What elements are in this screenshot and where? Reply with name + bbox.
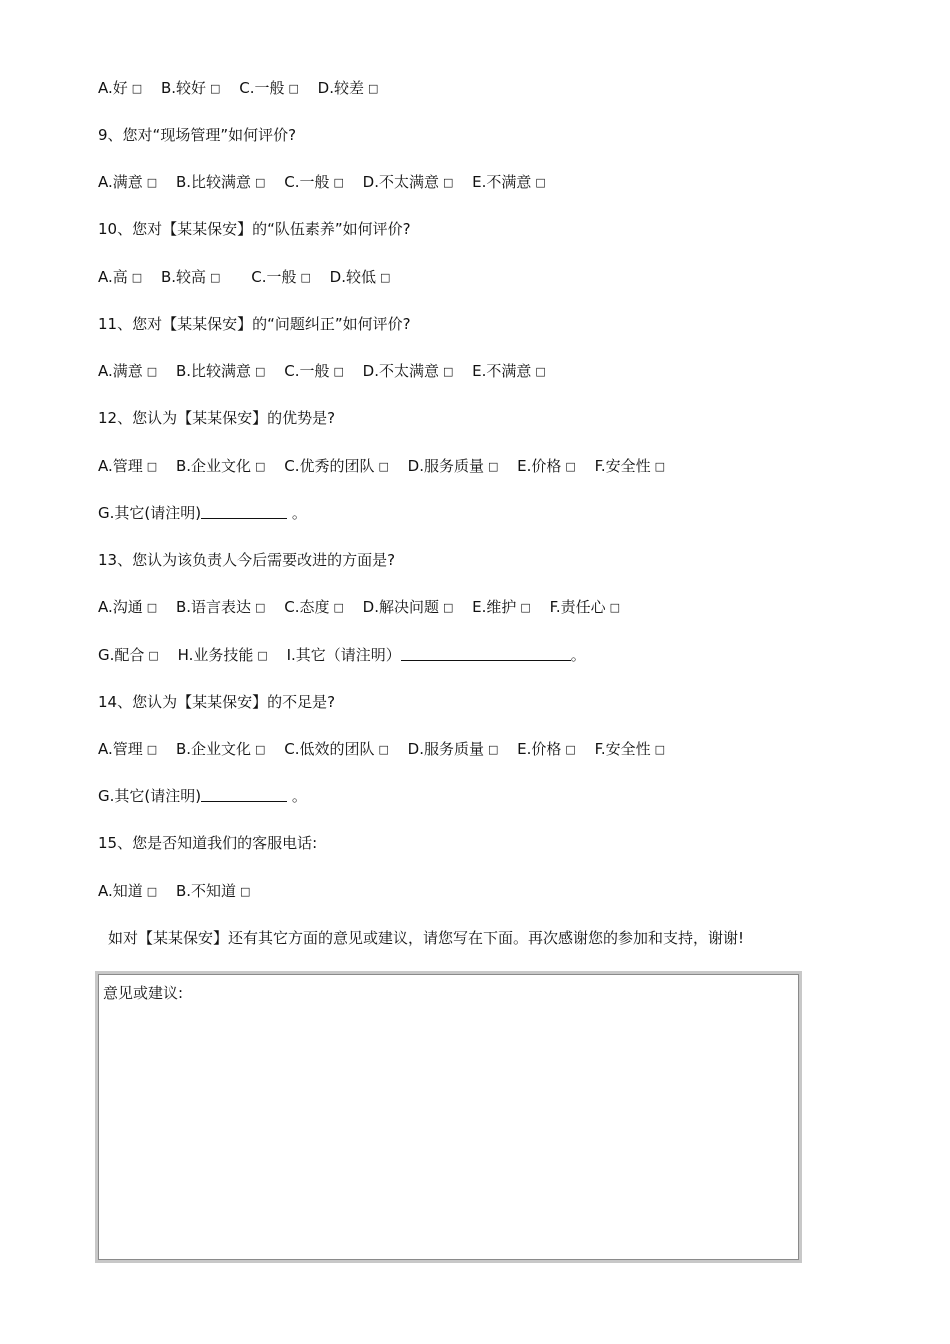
q15-option-a[interactable]: A.知道 □ [98, 882, 158, 900]
q12-other-label: G.其它(请注明) [98, 504, 202, 522]
q10-options [98, 265, 404, 289]
q14-option-e[interactable]: E.价格 □ [517, 740, 576, 758]
checkbox-icon[interactable]: □ [442, 365, 454, 378]
q14-option-a[interactable]: A.管理 □ [98, 740, 158, 758]
checkbox-icon[interactable]: □ [210, 82, 221, 95]
checkbox-icon[interactable]: □ [378, 743, 389, 756]
q13-options-2: G.配合 □ H.业务技能 □ I.其它（请注明） 。 [98, 643, 586, 667]
checkbox-icon[interactable]: □ [255, 743, 266, 756]
q11-options [98, 359, 560, 383]
checkbox-icon[interactable]: □ [146, 885, 158, 898]
checkbox-icon[interactable]: □ [255, 176, 266, 189]
q13-option-g[interactable]: G.配合 □ [98, 646, 159, 664]
checkbox-icon[interactable]: □ [487, 743, 499, 756]
q14-other: G.其它(请注明) 。 [98, 787, 307, 805]
q15-question: 15、您是否知道我们的客服电话: [98, 834, 318, 852]
checkbox-icon[interactable]: □ [300, 271, 311, 284]
q12-other: G.其它(请注明) 。 [98, 504, 307, 522]
q9-options [98, 170, 560, 194]
q13-option-e[interactable]: E.维护 □ [472, 598, 531, 616]
checkbox-icon[interactable]: □ [654, 460, 666, 473]
q11-option-b[interactable]: B.比较满意 □ [175, 362, 266, 380]
checkbox-icon[interactable]: □ [255, 601, 266, 614]
checkbox-icon[interactable]: □ [565, 743, 576, 756]
checkbox-icon[interactable]: □ [148, 649, 159, 662]
q13-option-b[interactable]: B.语言表达 □ [175, 598, 266, 616]
checkbox-icon[interactable]: □ [255, 460, 266, 473]
checkbox-icon[interactable]: □ [146, 460, 158, 473]
q15-option-b[interactable]: B.不知道 □ [175, 882, 251, 900]
q13-question: 13、您认为该负责人今后需要改进的方面是? [98, 551, 396, 569]
checkbox-icon[interactable]: □ [288, 82, 299, 95]
q12-option-e[interactable]: E.价格 □ [517, 457, 576, 475]
checkbox-icon[interactable]: □ [333, 176, 344, 189]
checkbox-icon[interactable]: □ [257, 649, 268, 662]
q13-option-a[interactable]: A.沟通 □ [98, 598, 158, 616]
q9-option-e[interactable]: E.不满意 □ [472, 173, 546, 191]
checkbox-icon[interactable]: □ [131, 271, 143, 284]
q12-option-f[interactable]: F.安全性 □ [594, 457, 666, 475]
q12-options [98, 454, 679, 478]
checkbox-icon[interactable]: □ [442, 176, 454, 189]
q10-option-d[interactable]: D.较低 □ [329, 268, 391, 286]
q9-option-c[interactable]: C.一般 □ [284, 173, 344, 191]
checkbox-icon[interactable]: □ [654, 743, 666, 756]
checkbox-icon[interactable]: □ [378, 460, 389, 473]
checkbox-icon[interactable]: □ [535, 176, 546, 189]
q14-option-c[interactable]: C.低效的团队 □ [284, 740, 389, 758]
checkbox-icon[interactable]: □ [487, 460, 499, 473]
checkbox-icon[interactable]: □ [333, 365, 344, 378]
closing-note: 如对【某某保安】还有其它方面的意见或建议，请您写在下面。再次感谢您的参加和支持，谢谢! [108, 929, 745, 947]
q11-option-e[interactable]: E.不满意 □ [472, 362, 546, 380]
checkbox-icon[interactable]: □ [609, 601, 621, 614]
q12-other-blank[interactable] [201, 504, 287, 519]
q11-option-d[interactable]: D.不太满意 □ [362, 362, 454, 380]
q12-option-d[interactable]: D.服务质量 □ [407, 457, 499, 475]
q12-option-a[interactable]: A.管理 □ [98, 457, 158, 475]
q13-option-f[interactable]: F.责任心 □ [549, 598, 621, 616]
q10-option-b[interactable]: B.较高 □ [160, 268, 221, 286]
checkbox-icon[interactable]: □ [255, 365, 266, 378]
checkbox-icon[interactable]: □ [210, 271, 221, 284]
q13-other-blank[interactable] [401, 646, 571, 661]
checkbox-icon[interactable]: □ [442, 601, 454, 614]
q11-option-a[interactable]: A.满意 □ [98, 362, 158, 380]
checkbox-icon[interactable]: □ [146, 601, 158, 614]
q10-option-c[interactable]: C.一般 □ [251, 268, 311, 286]
checkbox-icon[interactable]: □ [146, 176, 158, 189]
q11-option-c[interactable]: C.一般 □ [284, 362, 344, 380]
checkbox-icon[interactable]: □ [535, 365, 546, 378]
q14-option-d[interactable]: D.服务质量 □ [407, 740, 499, 758]
opinion-label: 意见或建议: [103, 984, 184, 1002]
q9-option-d[interactable]: D.不太满意 □ [362, 173, 454, 191]
q12-option-b[interactable]: B.企业文化 □ [175, 457, 266, 475]
q13-options [98, 595, 634, 619]
opinion-box-inner[interactable] [98, 974, 799, 1260]
opinion-box[interactable] [95, 971, 802, 1263]
q9-option-b[interactable]: B.比较满意 □ [175, 173, 266, 191]
q10-question: 10、您对【某某保安】的“队伍素养”如何评价? [98, 220, 411, 238]
q8-option-d[interactable]: D.较差 □ [317, 79, 379, 97]
checkbox-icon[interactable]: □ [131, 82, 143, 95]
q9-question: 9、您对“现场管理”如何评价? [98, 126, 297, 144]
q14-other-label: G.其它(请注明) [98, 787, 202, 805]
checkbox-icon[interactable]: □ [367, 82, 379, 95]
q14-options [98, 737, 679, 761]
q15-options [98, 879, 264, 903]
q14-option-b[interactable]: B.企业文化 □ [175, 740, 266, 758]
q13-option-d[interactable]: D.解决问题 □ [362, 598, 454, 616]
q9-option-a[interactable]: A.满意 □ [98, 173, 158, 191]
q10-option-a[interactable]: A.高 □ [98, 268, 143, 286]
q11-question: 11、您对【某某保安】的“问题纠正”如何评价? [98, 315, 411, 333]
q8-option-b[interactable]: B.较好 □ [160, 79, 221, 97]
checkbox-icon[interactable]: □ [240, 885, 251, 898]
q14-question: 14、您认为【某某保安】的不足是? [98, 693, 336, 711]
checkbox-icon[interactable]: □ [333, 601, 344, 614]
q12-option-c[interactable]: C.优秀的团队 □ [284, 457, 389, 475]
checkbox-icon[interactable]: □ [146, 743, 158, 756]
q13-option-h[interactable]: H.业务技能 □ [177, 646, 268, 664]
checkbox-icon[interactable]: □ [565, 460, 576, 473]
q8-option-a[interactable]: A.好 □ [98, 79, 143, 97]
q12-question: 12、您认为【某某保安】的优势是? [98, 409, 336, 427]
q8-options [98, 76, 392, 100]
q8-option-c[interactable]: C.一般 □ [239, 79, 299, 97]
checkbox-icon[interactable]: □ [146, 365, 158, 378]
q14-other-blank[interactable] [201, 787, 287, 802]
checkbox-icon[interactable]: □ [520, 601, 531, 614]
q14-option-f[interactable]: F.安全性 □ [594, 740, 666, 758]
q13-option-c[interactable]: C.态度 □ [284, 598, 344, 616]
q13-other-label: I.其它（请注明） [286, 646, 401, 664]
checkbox-icon[interactable]: □ [379, 271, 391, 284]
